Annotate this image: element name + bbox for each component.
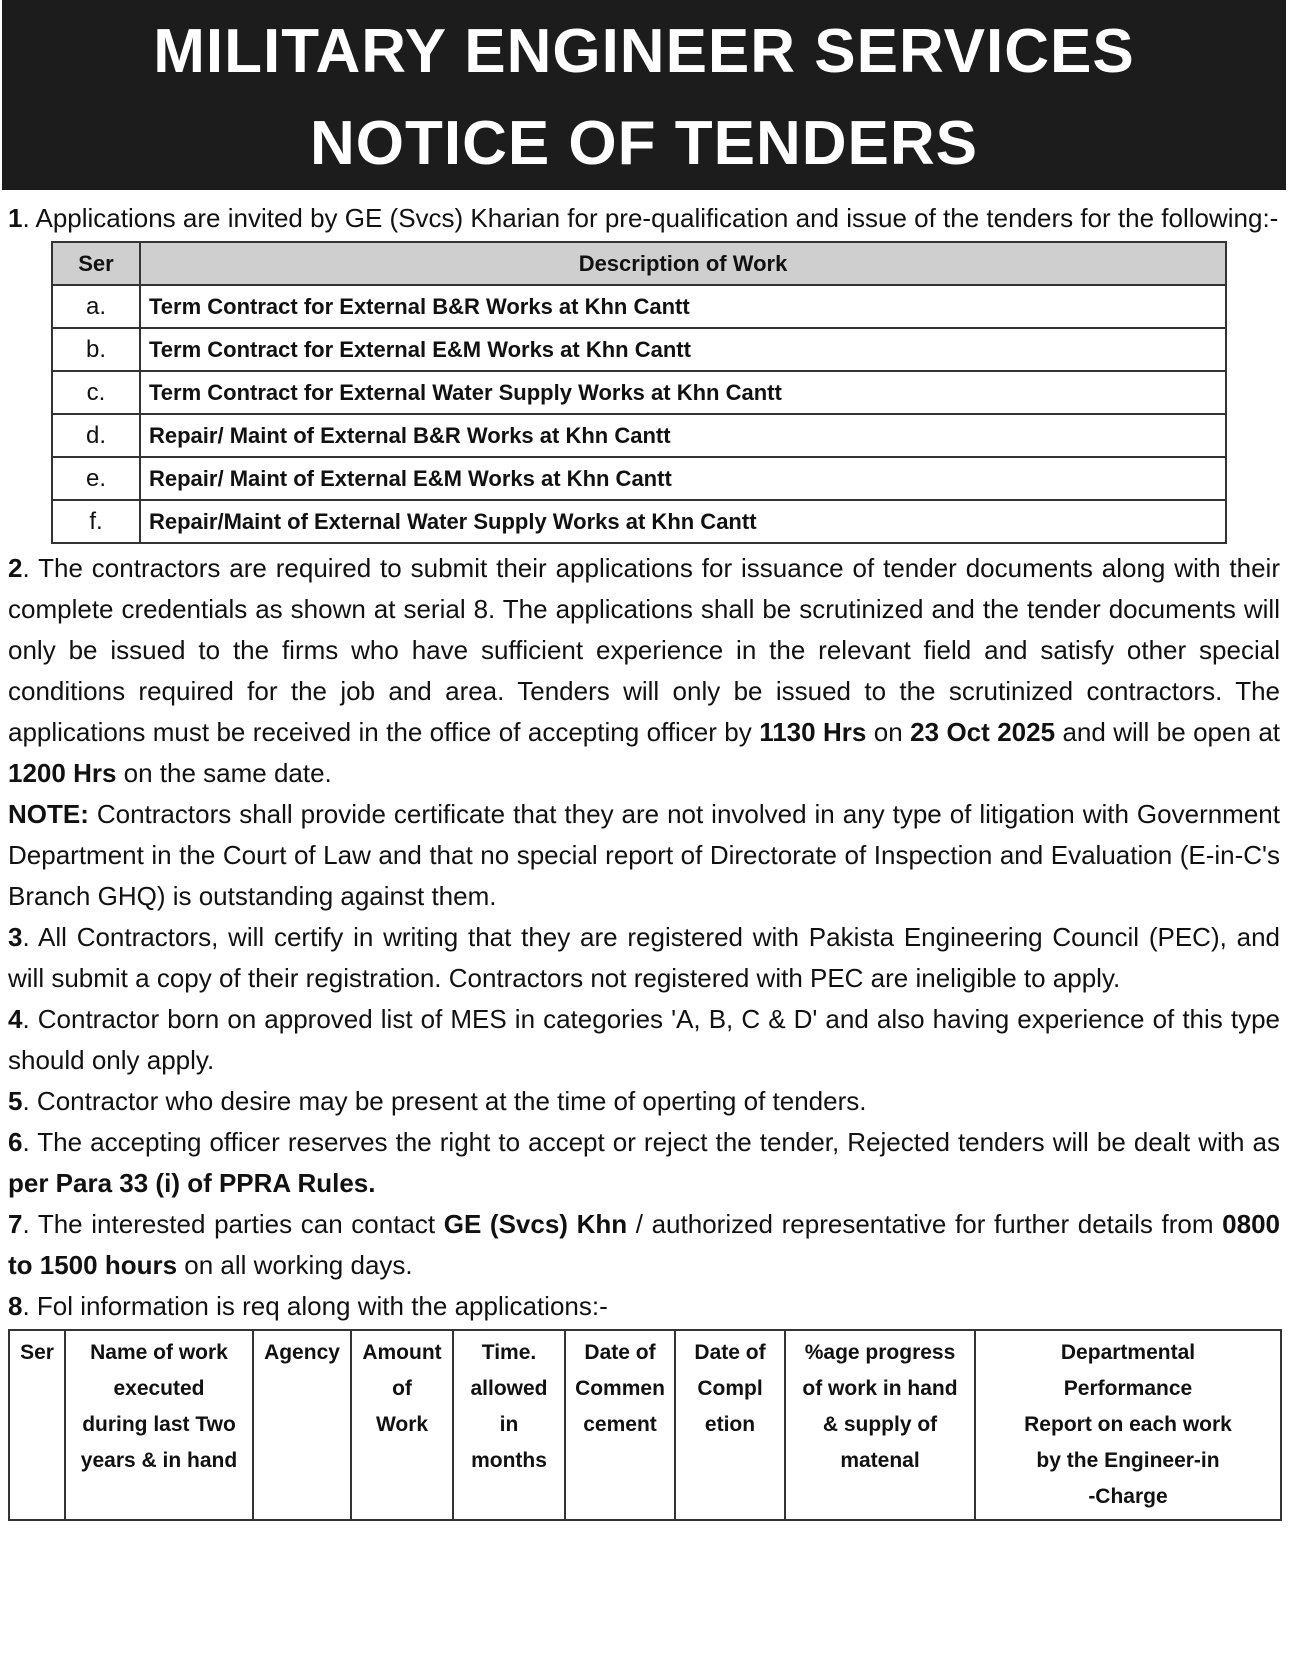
note-text: Contractors shall provide certificate that they are not involved in any type of litigation with Government Department in the Court of Law and that no special report of Directorate of Inspection and Evaluation (E-in-C's Branch GHQ) is outstanding against them. — [8, 799, 1280, 911]
row-description: Term Contract for External E&M Works at Khn Cantt — [140, 328, 1226, 371]
table-row — [52, 285, 1226, 328]
header-line: Commen — [575, 1377, 665, 1400]
row-description: Repair/ Maint of External B&R Works at Khn Cantt — [140, 414, 1226, 457]
table-row — [52, 414, 1226, 457]
para-text: on — [866, 717, 911, 747]
table-row — [52, 328, 1226, 371]
column-header-date-completion — [675, 1330, 785, 1520]
header-line: Time. — [481, 1341, 537, 1364]
column-header-amount — [351, 1330, 453, 1520]
para-text: on all working days. — [177, 1250, 413, 1280]
header-line: Name of work — [90, 1341, 228, 1364]
header-line: during last Two — [82, 1413, 236, 1436]
header-line: Work — [375, 1413, 429, 1436]
works-table — [51, 241, 1227, 544]
paragraph-4 — [8, 999, 1280, 1081]
para-number: 3 — [8, 922, 23, 952]
header-line: Amount — [362, 1341, 442, 1364]
header-line: Report on each work — [1024, 1413, 1232, 1436]
header-line: executed — [113, 1377, 205, 1400]
para-text: on the same date. — [116, 758, 332, 788]
table-row — [52, 500, 1226, 543]
header-line: Departmental — [1060, 1341, 1196, 1364]
header-line: etion — [704, 1413, 756, 1436]
table-row — [52, 457, 1226, 500]
header-banner — [2, 0, 1286, 190]
para-text: . The accepting officer reserves the right to accept or reject the tender, Rejected tenders will be dealt with as — [22, 1127, 1280, 1157]
para-number: 6 — [8, 1127, 23, 1157]
header-line: by the Engineer-in — [1036, 1449, 1220, 1472]
header-title: MILITARY ENGINEER SERVICES — [153, 17, 1135, 86]
works-table-header — [52, 242, 1226, 285]
note-paragraph — [8, 794, 1280, 917]
para-text: . The contractors are required to submit their applications for issuance of tender documents along with their complete credentials as shown at serial 8. The applications shall be scrutinized and the tender documents will only be issued to the firms who have sufficient experience in the relevant field and satisfy other special conditions required for the job and area. Tenders will only be issued to the scrutinized contractors. The applications must be received in the office of accepting officer by — [8, 553, 1280, 747]
header-line: of work in hand — [802, 1377, 958, 1400]
para-text: . The interested parties can contact — [22, 1209, 444, 1239]
header-line: of — [392, 1377, 412, 1400]
row-ser: e. — [52, 457, 140, 500]
contact-office: GE (Svcs) Khn — [443, 1209, 628, 1239]
column-header-agency — [253, 1330, 351, 1520]
row-ser: f. — [52, 500, 140, 543]
header-line: Performance — [1063, 1377, 1193, 1400]
column-header-performance-report — [975, 1330, 1281, 1520]
column-header-time-allowed — [453, 1330, 565, 1520]
column-header-ser — [9, 1330, 65, 1520]
header-line: & supply of — [822, 1413, 938, 1436]
row-ser: b. — [52, 328, 140, 371]
para-number: 5 — [8, 1086, 23, 1116]
paragraph-6 — [8, 1122, 1280, 1204]
para-number: 4 — [8, 1004, 23, 1034]
row-ser: d. — [52, 414, 140, 457]
header-line: cement — [583, 1413, 657, 1436]
para-text: . Contractor who desire may be present at the time of operting of tenders. — [22, 1086, 867, 1116]
paragraph-2 — [8, 548, 1280, 794]
row-description: Term Contract for External B&R Works at Khn Cantt — [140, 285, 1226, 328]
header-line: matenal — [840, 1449, 920, 1472]
paragraph-1 — [8, 198, 1280, 239]
header-line: Date of — [694, 1341, 766, 1364]
column-header-name-of-work — [65, 1330, 253, 1520]
information-table — [8, 1329, 1282, 1521]
header-line: Agency — [264, 1341, 340, 1364]
para-text: . All Contractors, will certify in writing that they are registered with Pakista Engineering Council (PEC), and will submit a copy of their registration. Contractors not registered with PEC are ineligible to apply. — [8, 922, 1280, 993]
ppra-reference: per Para 33 (i) of PPRA Rules. — [8, 1168, 376, 1198]
header-line: Date of — [584, 1341, 656, 1364]
header-line: Ser — [20, 1341, 54, 1364]
para-number: 8 — [8, 1291, 23, 1321]
para-text: . Fol information is req along with the applications:- — [22, 1291, 608, 1321]
column-header-date-commencement — [565, 1330, 675, 1520]
para-text: . Applications are invited by GE (Svcs) Kharian for pre-qualification and issue of the tenders for the following:- — [22, 203, 1279, 233]
para-text: and will be open at — [1055, 717, 1281, 747]
para-number: 2 — [8, 553, 23, 583]
column-header-ser: Ser — [52, 242, 140, 285]
header-line: Compl — [697, 1377, 763, 1400]
column-header-description: Description of Work — [140, 242, 1226, 285]
header-line: years & in hand — [80, 1449, 238, 1472]
notice-body — [8, 198, 1280, 1521]
row-ser: a. — [52, 285, 140, 328]
header-line: allowed — [470, 1377, 548, 1400]
row-ser: c. — [52, 371, 140, 414]
row-description: Term Contract for External Water Supply Works at Khn Cantt — [140, 371, 1226, 414]
column-header-progress — [785, 1330, 975, 1520]
para-text: . Contractor born on approved list of MES in categories 'A, B, C & D' and also having experience of this type should only apply. — [8, 1004, 1280, 1075]
table-row — [52, 371, 1226, 414]
office-hours: 0800 to 1500 hours — [8, 1209, 1280, 1280]
row-description: Repair/Maint of External Water Supply Works at Khn Cantt — [140, 500, 1226, 543]
deadline-time: 1130 Hrs — [759, 717, 867, 747]
deadline-date: 23 Oct 2025 — [910, 717, 1056, 747]
header-subtitle: NOTICE OF TENDERS — [309, 109, 979, 178]
para-number: 1 — [8, 203, 23, 233]
header-line: in — [499, 1413, 519, 1436]
row-description: Repair/ Maint of External E&M Works at Khn Cantt — [140, 457, 1226, 500]
note-label: NOTE: — [8, 799, 89, 829]
paragraph-7 — [8, 1204, 1280, 1286]
header-line: months — [471, 1449, 547, 1472]
opening-time: 1200 Hrs — [8, 758, 117, 788]
paragraph-5 — [8, 1081, 1280, 1122]
header-line: -Charge — [1088, 1485, 1168, 1508]
paragraph-8 — [8, 1286, 1280, 1327]
para-text: / authorized representative for further details from — [627, 1209, 1223, 1239]
para-number: 7 — [8, 1209, 23, 1239]
information-table-header — [9, 1330, 1281, 1520]
header-line: %age progress — [804, 1341, 956, 1364]
paragraph-3 — [8, 917, 1280, 999]
